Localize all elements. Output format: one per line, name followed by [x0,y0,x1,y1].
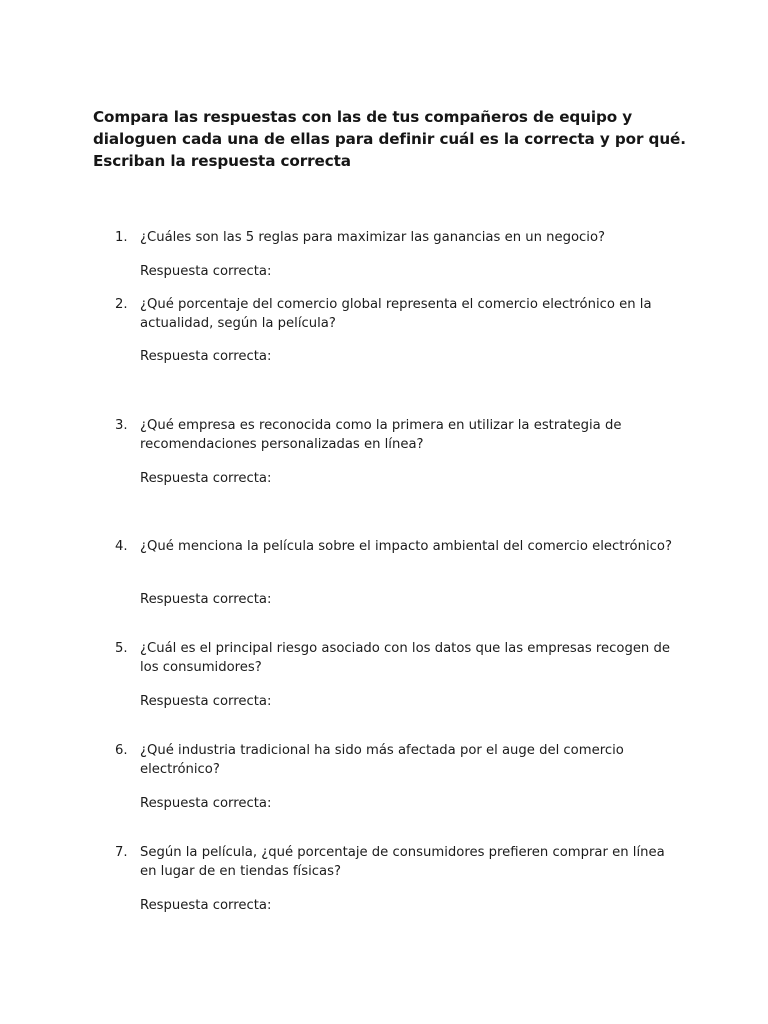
question-number: 3. [115,418,128,433]
question-number: 6. [115,743,128,758]
question-text: ¿Qué industria tradicional ha sido más afectada por el auge del comercio electrónico? [140,743,624,777]
answer-label: Respuesta correcta: [140,898,272,913]
answer-label: Respuesta correcta: [140,694,272,709]
question-number: 2. [115,297,128,312]
question-number: 4. [115,539,128,554]
answer-label: Respuesta correcta: [140,264,272,279]
instructions-heading: Compara las respuestas con las de tus compañeros de equipo y dialoguen cada una de ellas para definir cuál es la correcta y por qué. Escriban la respuesta correcta [93,108,686,170]
question-text: ¿Cuáles son las 5 reglas para maximizar las ganancias en un negocio? [140,230,606,245]
question-text: ¿Qué porcentaje del comercio global representa el comercio electrónico en la actualidad, según la película? [140,297,652,331]
answer-label: Respuesta correcta: [140,349,272,364]
question-text: ¿Cuál es el principal riesgo asociado con los datos que las empresas recogen de los consumidores? [140,641,670,675]
question-number: 7. [115,845,128,860]
question-text: Según la película, ¿qué porcentaje de consumidores prefieren comprar en línea en lugar de en tiendas físicas? [140,845,665,879]
answer-label: Respuesta correcta: [140,592,272,607]
question-number: 1. [115,230,128,245]
answer-label: Respuesta correcta: [140,796,272,811]
question-text: ¿Qué empresa es reconocida como la primera en utilizar la estrategia de recomendaciones personalizadas en línea? [140,418,622,452]
answer-label: Respuesta correcta: [140,471,272,486]
question-text: ¿Qué menciona la película sobre el impacto ambiental del comercio electrónico? [140,539,672,554]
question-number: 5. [115,641,128,656]
